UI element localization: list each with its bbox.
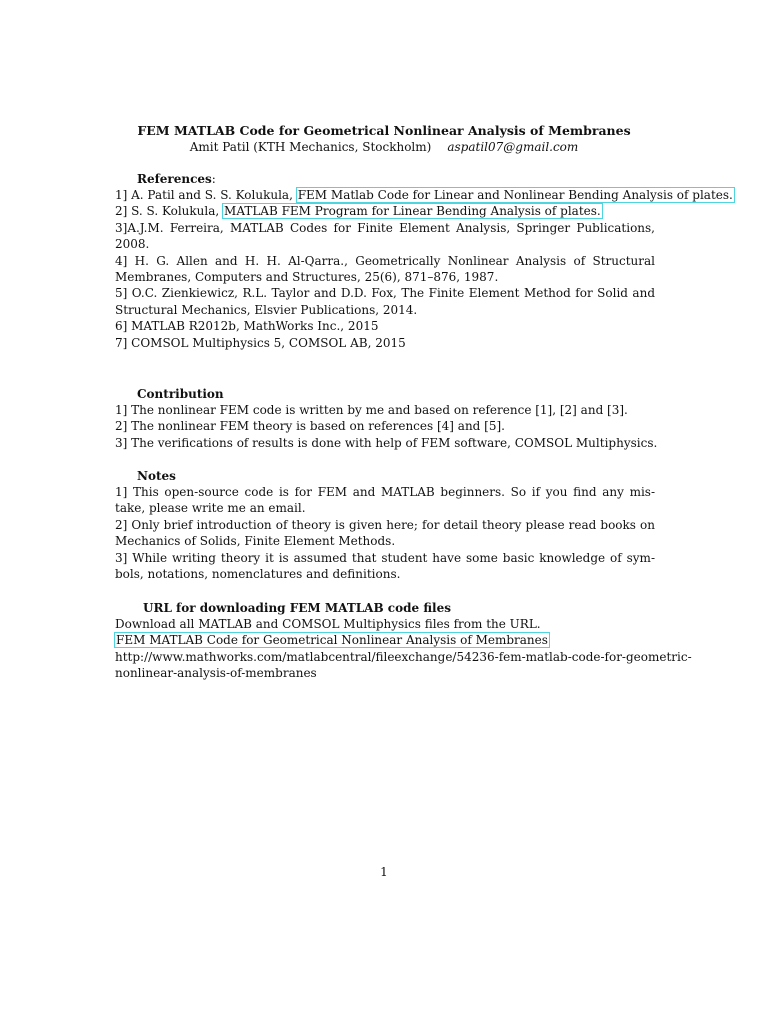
author-email[interactable]: aspatil07@gmail.com bbox=[447, 140, 579, 154]
reference-3: 3]A.J.M. Ferreira, MATLAB Codes for Finite Element Analysis, Springer Publications, 2008. bbox=[115, 220, 655, 252]
references-section bbox=[115, 171, 733, 351]
url-text-line-1[interactable]: http://www.mathworks.com/matlabcentral/fileexchange/54236-fem-matlab-code-for-geometric- bbox=[115, 649, 692, 664]
references-heading-text: References bbox=[137, 172, 212, 186]
page-number: 1 bbox=[380, 865, 388, 879]
reference-6: 6] MATLAB R2012b, MathWorks Inc., 2015 bbox=[115, 319, 379, 334]
notes-heading: Notes bbox=[137, 469, 176, 483]
reference-1-prefix: 1] A. Patil and S. S. Kolukula, bbox=[115, 188, 297, 202]
notes-section bbox=[115, 468, 655, 582]
document-title: FEM MATLAB Code for Geometrical Nonlinear Analysis of Membranes bbox=[137, 123, 631, 138]
reference-item bbox=[115, 187, 733, 203]
url-intro: Download all MATLAB and COMSOL Multiphysics files from the URL. bbox=[115, 617, 541, 631]
references-heading bbox=[137, 171, 655, 187]
note-item-2: 2] Only brief introduction of theory is given here; for detail theory please read books on Mechanics of Solids, Finite Element Methods. bbox=[115, 517, 655, 549]
title-block bbox=[0, 123, 768, 155]
references-heading-colon: : bbox=[211, 172, 216, 186]
contribution-section bbox=[115, 386, 658, 451]
reference-2-prefix: 2] S. S. Kolukula, bbox=[115, 204, 224, 219]
url-text-line-2[interactable]: nonlinear-analysis-of-membranes bbox=[115, 666, 317, 681]
contribution-item-1: 1] The nonlinear FEM code is written by me and based on reference [1], [2] and [3]. bbox=[115, 403, 628, 417]
contribution-item-3: 3] The verifications of results is done with help of FEM software, COMSOL Multiphysics. bbox=[115, 435, 658, 450]
reference-item bbox=[115, 203, 655, 219]
note-item-3: 3] While writing theory it is assumed that student have some basic knowledge of sym-bols, notations, nomenclatures and definitions. bbox=[115, 550, 655, 582]
url-section bbox=[115, 600, 692, 682]
membranes-code-link[interactable]: FEM MATLAB Code for Geometrical Nonlinear Analysis of Membranes bbox=[116, 633, 548, 648]
contribution-item-2: 2] The nonlinear FEM theory is based on references [4] and [5]. bbox=[115, 419, 505, 434]
reference-1-link[interactable]: FEM Matlab Code for Linear and Nonlinear Bending Analysis of plates. bbox=[297, 188, 733, 202]
reference-5: 5] O.C. Zienkiewicz, R.L. Taylor and D.D. Fox, The Finite Element Method for Solid and Structural Mechanics, Elsvier Publications, 2014. bbox=[115, 286, 655, 317]
author-line bbox=[0, 139, 768, 155]
contribution-heading: Contribution bbox=[137, 387, 224, 401]
url-heading: URL for downloading FEM MATLAB code files bbox=[143, 601, 451, 615]
author-name: Amit Patil (KTH Mechanics, Stockholm) bbox=[189, 140, 432, 154]
note-item-1: 1] This open-source code is for FEM and MATLAB beginners. So if you find any mis-take, please write me an email. bbox=[115, 485, 655, 516]
reference-4: 4] H. G. Allen and H. H. Al-Qarra., Geometrically Nonlinear Analysis of Structural Membranes, Computers and Structures, 25(6), 871–876, 1987. bbox=[115, 253, 655, 285]
reference-7: 7] COMSOL Multiphysics 5, COMSOL AB, 2015 bbox=[115, 335, 406, 350]
url-link-line bbox=[115, 632, 655, 648]
reference-2-link[interactable]: MATLAB FEM Program for Linear Bending Analysis of plates. bbox=[224, 204, 601, 219]
